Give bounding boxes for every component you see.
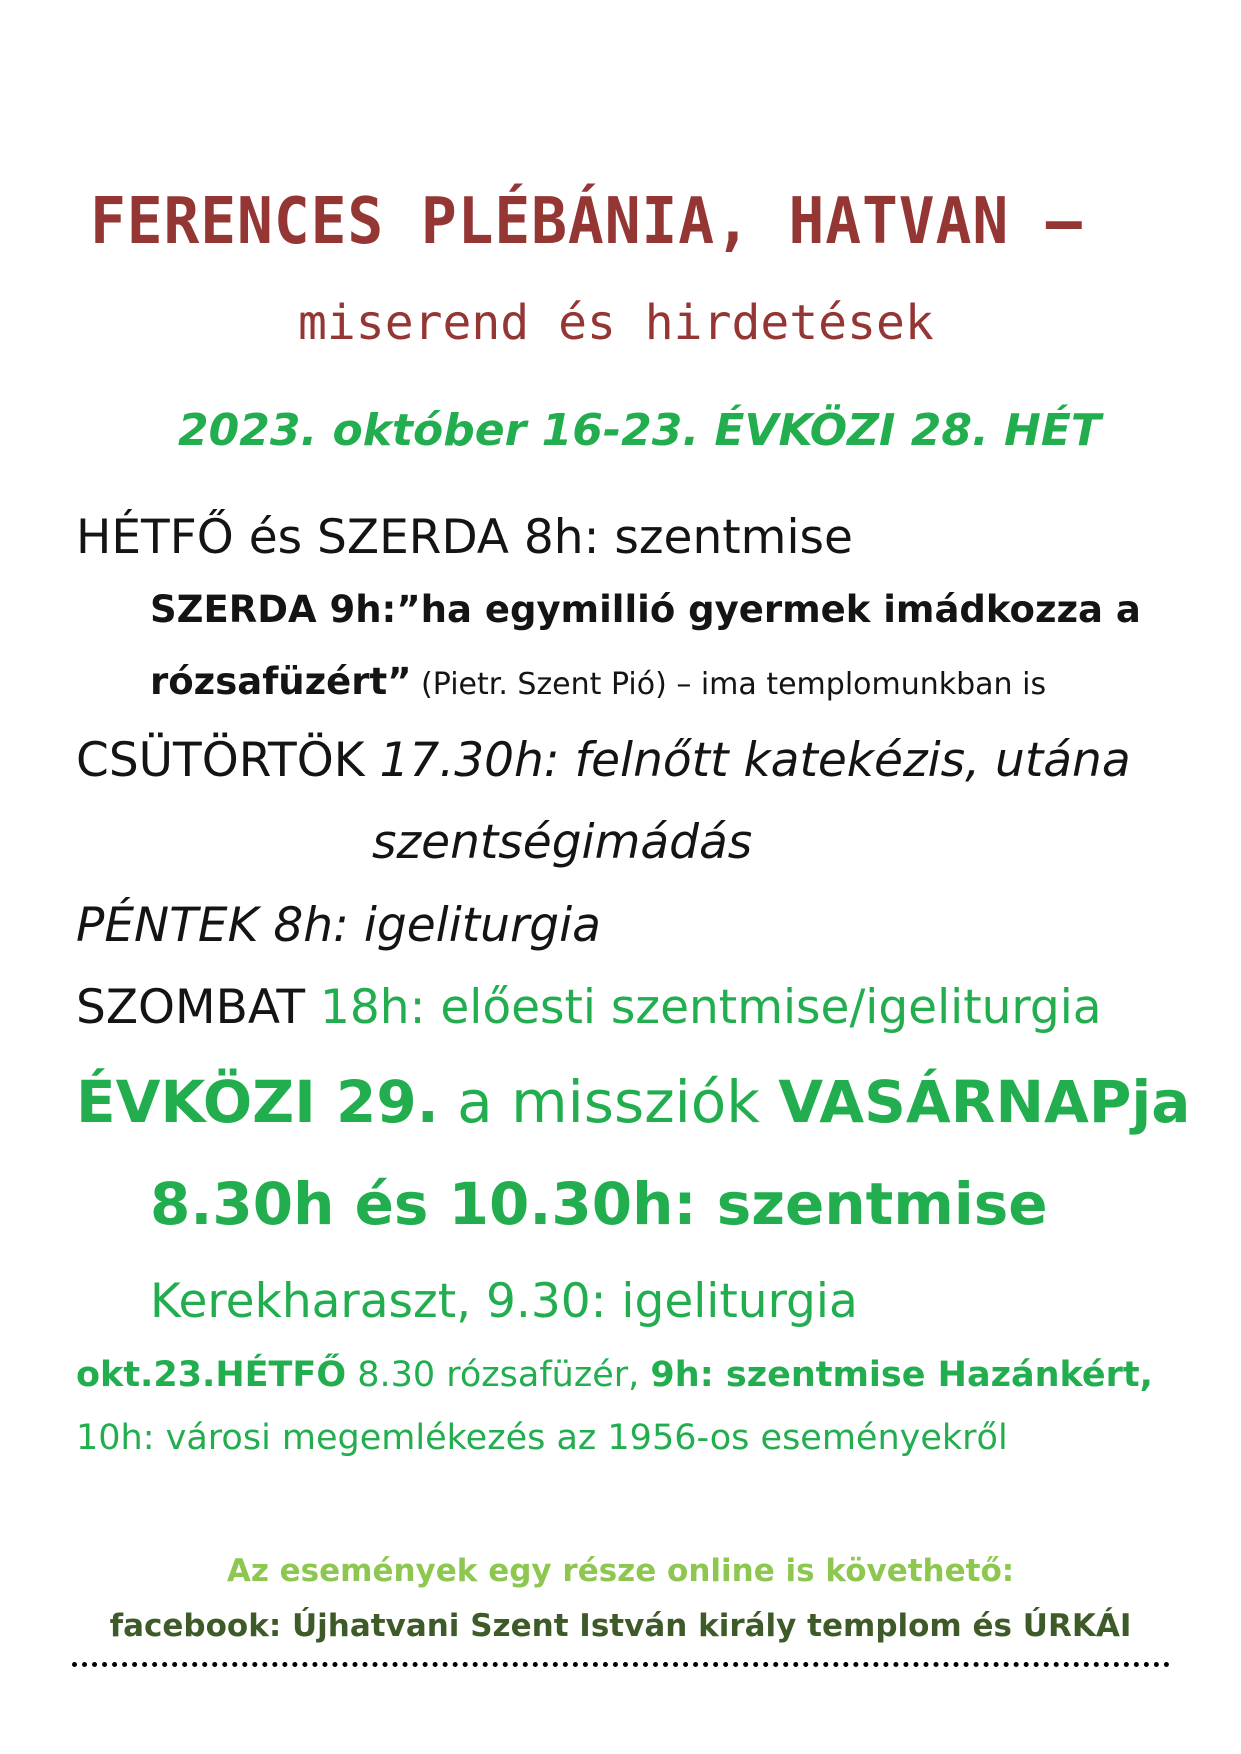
schedule-oct23 — [76, 1355, 1153, 1395]
thursday-label: CSÜTÖRTÖK — [76, 733, 380, 788]
schedule-kerekharaszt: Kerekharaszt, 9.30: igeliturgia — [150, 1274, 858, 1329]
sunday-label: VASÁRNAPja — [778, 1068, 1191, 1136]
thursday-event: 17.30h: felnőtt katekézis, utána — [379, 733, 1131, 788]
page-subtitle: miserend és hirdetések — [298, 295, 934, 351]
schedule-sunday-masses: 8.30h és 10.30h: szentmise — [150, 1170, 1048, 1238]
dotted-divider — [72, 1662, 1170, 1667]
saturday-label: SZOMBAT — [76, 980, 320, 1035]
facebook-notice: facebook: Újhatvani Szent István király templom és ÚRKÁI — [109, 1608, 1132, 1644]
week-heading: 2023. október 16-23. ÉVKÖZI 28. HÉT — [178, 405, 1101, 456]
schedule-sunday-heading — [76, 1068, 1190, 1136]
schedule-friday: PÉNTEK 8h: igeliturgia — [76, 898, 601, 953]
online-notice: Az események egy része online is követhető: — [226, 1553, 1015, 1589]
rosary-label: rózsafüzért” — [150, 660, 412, 703]
schedule-rosary-continuation — [150, 660, 1046, 703]
schedule-wednesday-rosary: SZERDA 9h:”ha egymillió gyermek imádkozza a — [150, 588, 1141, 631]
schedule-monday-wednesday: HÉTFŐ és SZERDA 8h: szentmise — [76, 510, 853, 565]
sunday-mission: a missziók — [438, 1068, 779, 1136]
schedule-saturday — [76, 980, 1102, 1035]
schedule-oct23-commemoration: 10h: városi megemlékezés az 1956-os eseményekről — [76, 1418, 1008, 1458]
schedule-thursday-continuation: szentségimádás — [372, 815, 753, 870]
rosary-note: (Pietr. Szent Pió) – ima templomunkban is — [411, 667, 1047, 702]
oct23-rosary: 8.30 rózsafüzér, — [346, 1355, 651, 1395]
schedule-thursday — [76, 733, 1131, 788]
page-title: FERENCES PLÉBÁNIA, HATVAN – — [90, 185, 1083, 259]
sunday-ordinal: ÉVKÖZI 29. — [76, 1068, 439, 1136]
saturday-event: 18h: előesti szentmise/igeliturgia — [319, 980, 1102, 1035]
oct23-mass: 9h: szentmise Hazánkért, — [650, 1355, 1153, 1395]
oct23-label: okt.23.HÉTFŐ — [76, 1355, 347, 1395]
